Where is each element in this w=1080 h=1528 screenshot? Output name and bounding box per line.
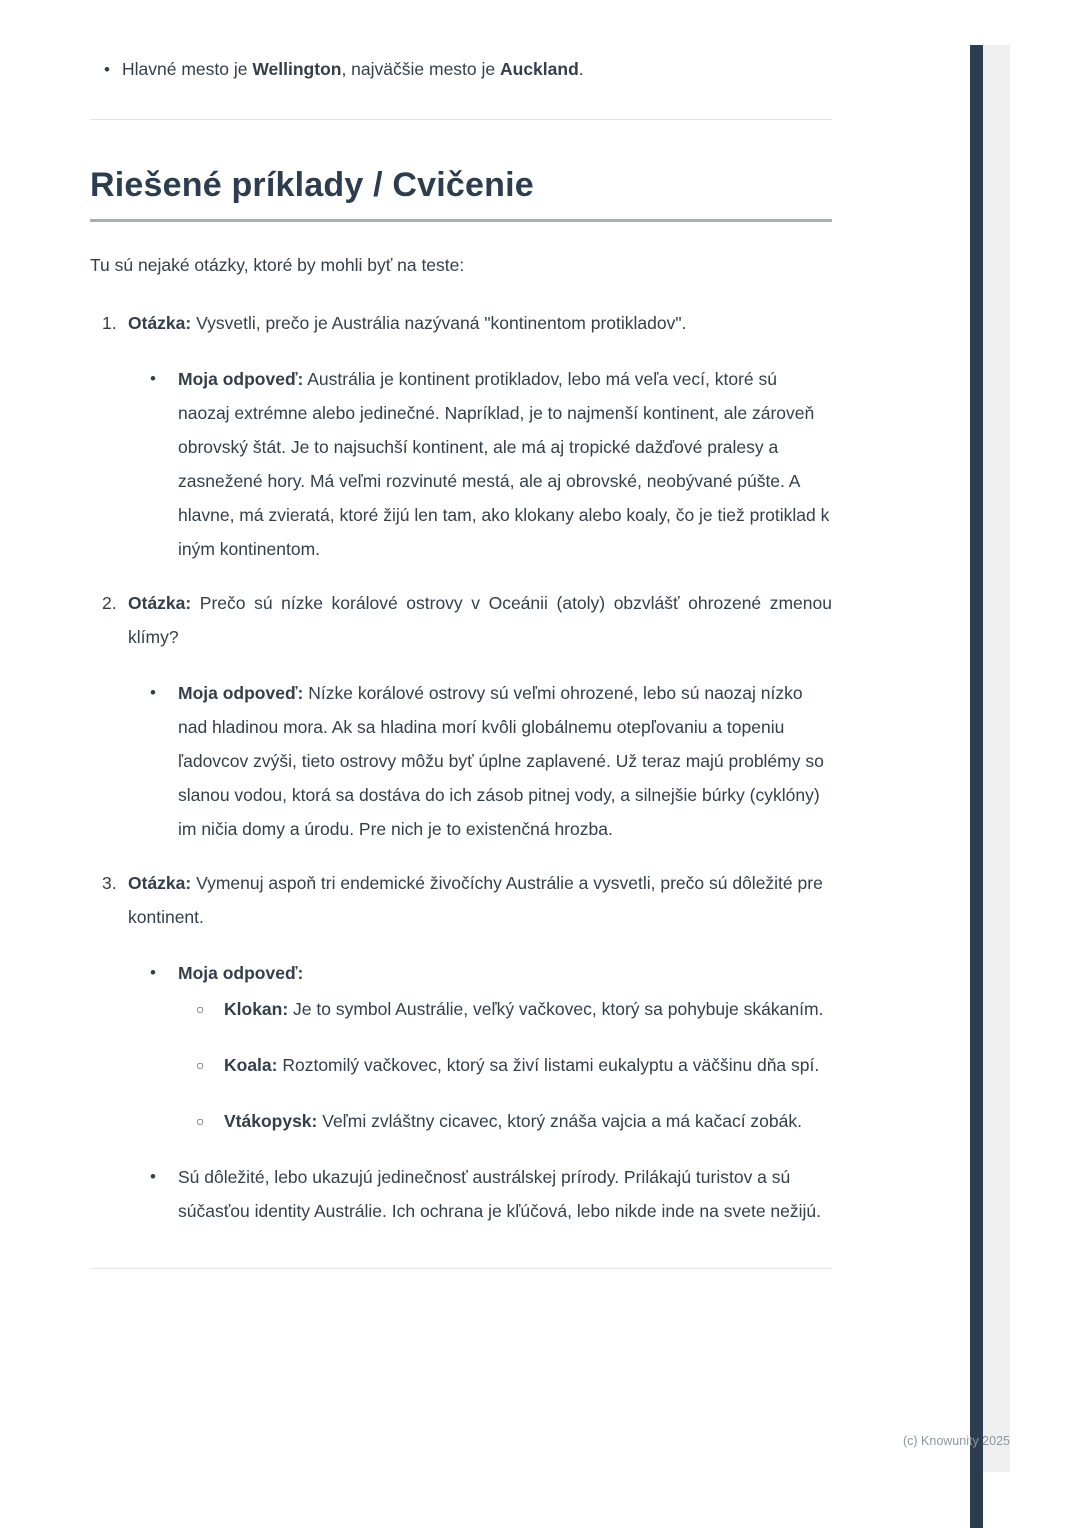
sub-item-text [224, 1048, 832, 1082]
question-label: Otázka: [128, 313, 192, 333]
sub-item-text [224, 1104, 832, 1138]
answer-label: Moja odpoveď: [178, 683, 304, 703]
sub-item-vtakopysk [178, 1104, 832, 1138]
answer-text [178, 362, 832, 566]
text-run: Vymenuj aspoň tri endemické živočíchy Austrálie a vysvetli, prečo sú dôležité pre kontinent. [128, 873, 823, 927]
sub-item-text [224, 992, 832, 1026]
intro-text: Tu sú nejaké otázky, ktoré by mohli byť na teste: [90, 255, 465, 275]
section-divider [90, 1268, 832, 1269]
text-run: Roztomilý vačkovec, ktorý sa živí listami eukalyptu a väčšinu dňa spí. [277, 1055, 820, 1075]
section-divider [90, 119, 832, 120]
bullet-icon [150, 362, 164, 566]
list-number: 3. [102, 873, 117, 893]
scrollbar[interactable] [983, 45, 1010, 1472]
answer-item [128, 1160, 832, 1228]
bold-text: Auckland [500, 59, 579, 79]
heading-underline [90, 219, 832, 222]
list-item [90, 52, 832, 87]
page-title: Riešené príklady / Cvičenie [90, 166, 534, 204]
text-run: . [578, 59, 584, 79]
text-run: Vysvetli, prečo je Austrália nazývaná "kontinentom protikladov". [191, 313, 687, 333]
question-body [128, 866, 832, 1228]
sub-item-koala [178, 1048, 832, 1082]
text-run: Prečo sú nízke korálové ostrovy v Oceánii (atoly) obzvlášť ohrozené zmenou klímy? [128, 593, 832, 647]
question-item-3 [90, 866, 832, 1228]
circle-bullet-icon [196, 992, 210, 1026]
question-item-2 [90, 586, 832, 846]
circle-bullet-icon [196, 1104, 210, 1138]
list-number: 2. [102, 593, 117, 613]
circle-bullet-icon [196, 1048, 210, 1082]
answer-body [178, 956, 832, 1138]
bullet-icon [150, 676, 164, 846]
text-run: Nízke korálové ostrovy sú veľmi ohrozené, lebo sú naozaj nízko nad hladinou mora. Ak sa hladina morí kvôli globálnemu otepľovaniu a topeniu ľadovcov zvýši, tieto ostrovy môžu byť úplne zaplavené. Už teraz majú problémy so slanou vodou, ktorá sa dostáva do ich zásob pitnej vody, a silnejšie búrky (cyklóny) im ničia domy a úrodu. Pre nich je to existenčná hrozba. [178, 683, 824, 839]
sub-item-label: Klokan: [224, 999, 289, 1019]
text-run: , najväčšie mesto je [341, 59, 500, 79]
bold-text: Wellington [252, 59, 342, 79]
copyright-text: (c) Knowunity 2025 [902, 1434, 1010, 1448]
answer-text [178, 676, 832, 846]
answer-item [128, 676, 832, 846]
sub-item-label: Koala: [224, 1055, 278, 1075]
question-item-1 [90, 306, 832, 566]
answer-item [128, 362, 832, 566]
document-content [90, 0, 832, 1269]
list-number: 1. [102, 313, 117, 333]
bullet-icon [150, 1160, 164, 1228]
question-text [128, 866, 832, 934]
answer-item [128, 956, 832, 1138]
text-run: Austrália je kontinent protikladov, lebo má veľa vecí, ktoré sú naozaj extrémne alebo jedinečné. Napríklad, je to najmenší kontinent, ale zároveň obrovský štát. Je to najsuchší kontinent, ale má aj tropické dažďové pralesy a zasnežené hory. Má veľmi rozvinuté mestá, ale aj obrovské, neobývané púšte. A hlavne, má zvieratá, ktoré žijú len tam, ako klokany alebo koaly, čo je tiež protiklad k iným kontinentom. [178, 369, 830, 559]
question-text [128, 306, 832, 340]
question-label: Otázka: [128, 593, 192, 613]
question-body [128, 586, 832, 846]
question-label: Otázka: [128, 873, 192, 893]
sub-item-klokan [178, 992, 832, 1026]
bullet-icon [150, 956, 164, 1138]
bullet-icon [90, 52, 108, 87]
sub-item-label: Vtákopysk: [224, 1111, 318, 1131]
text-run: Veľmi zvláštny cicavec, ktorý znáša vajcia a má kačací zobák. [317, 1111, 802, 1131]
text-run: Hlavné mesto je [122, 59, 253, 79]
answer-label: Moja odpoveď: [178, 963, 304, 983]
question-body [128, 306, 832, 566]
sub-item-list [178, 992, 832, 1138]
answer-label: Moja odpoveď: [178, 369, 304, 389]
top-bullet-text [122, 52, 584, 87]
question-text [128, 586, 832, 654]
answer-label-line [178, 956, 832, 990]
question-list [90, 306, 832, 1228]
text-run: Je to symbol Austrálie, veľký vačkovec, ktorý sa pohybuje skákaním. [288, 999, 824, 1019]
answer-text: Sú dôležité, lebo ukazujú jedinečnosť austrálskej prírody. Prilákajú turistov a sú súčasťou identity Austrálie. Ich ochrana je kľúčová, lebo nikde inde na svete nežijú. [178, 1167, 822, 1221]
page-edge-bar [970, 45, 983, 1528]
